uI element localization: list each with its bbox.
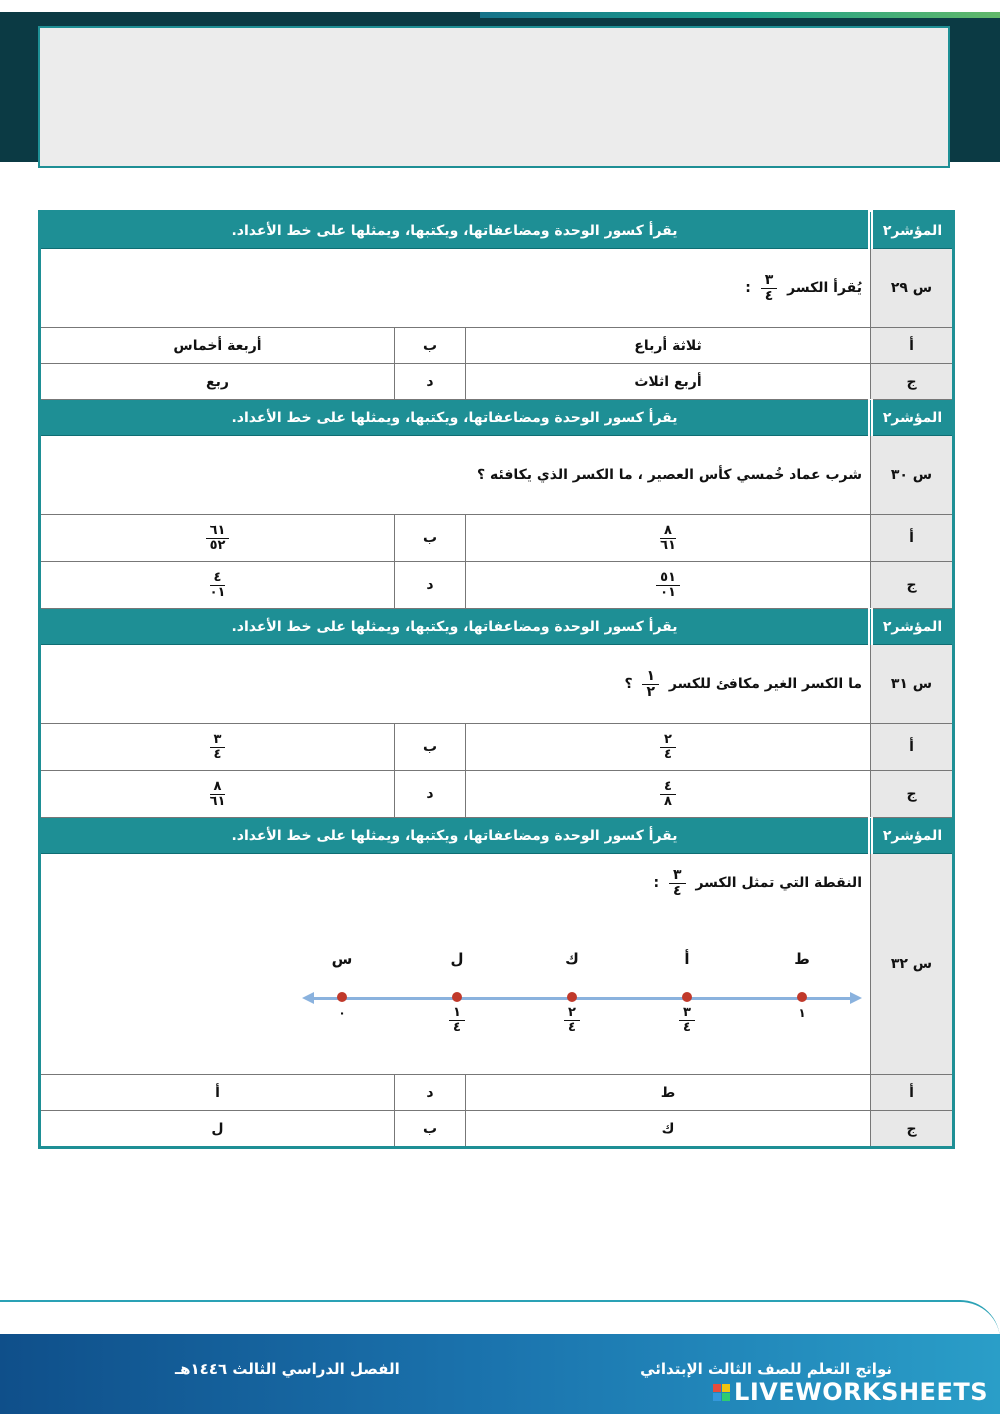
prompt-text: النقطة التي تمثل الكسر: [695, 875, 862, 892]
question-number: س ٢٩: [871, 249, 954, 328]
choice-answer[interactable]: أ: [40, 1075, 395, 1111]
fraction-denominator: ٤: [673, 882, 682, 899]
choice-answer[interactable]: [466, 771, 871, 818]
fraction-numerator: ١: [642, 669, 659, 685]
fraction-numerator: ٢: [660, 733, 676, 748]
number-line-point[interactable]: [567, 992, 577, 1002]
choice-letter: ج: [871, 1111, 954, 1148]
choice-row: [40, 515, 954, 562]
tick-label: [677, 1006, 697, 1034]
fraction-numerator: ٤: [660, 780, 676, 795]
choice-answer[interactable]: ل: [40, 1111, 395, 1148]
indicator-text: يقرأ كسور الوحدة ومضاعفاتها، ويكتبها، ويمثلها على خط الأعداد.: [40, 818, 871, 854]
fraction-denominator: ٢: [646, 683, 656, 700]
question-row-31: [40, 645, 954, 724]
answer-fraction: [206, 524, 230, 552]
brand-name: LIVEWORKSHEETS: [734, 1378, 988, 1406]
answer-fraction: [660, 733, 676, 761]
prompt-suffix: :: [653, 875, 660, 892]
answer-fraction: [210, 780, 226, 808]
prompt-suffix: :: [745, 280, 751, 296]
question-row-32: [40, 854, 954, 1075]
prompt-text: ما الكسر الغير مكافئ للكسر: [668, 676, 862, 692]
indicator-text: يقرأ كسور الوحدة ومضاعفاتها، ويكتبها، ويمثلها على خط الأعداد.: [40, 212, 871, 249]
indicator-label: المؤشر٢: [871, 609, 954, 645]
number-line-point[interactable]: [452, 992, 462, 1002]
fraction-numerator: ٣: [679, 1006, 695, 1021]
prompt-fraction: [761, 273, 778, 303]
prompt-text: يُقرأ الكسر: [787, 280, 862, 296]
arrow-left-icon: [302, 992, 314, 1004]
brand-logo: [713, 1378, 988, 1406]
fraction-denominator: ٤: [683, 1020, 691, 1036]
choice-row: [40, 771, 954, 818]
choice-row: [40, 364, 954, 400]
indicator-row: [40, 818, 954, 854]
fraction-numerator: ٤: [210, 571, 226, 586]
indicator-row: [40, 212, 954, 249]
arrow-right-icon: [850, 992, 862, 1004]
tick-label: ١: [798, 1006, 806, 1021]
fraction-denominator: ٤: [664, 746, 672, 762]
fraction-numerator: ١: [449, 1006, 465, 1021]
choice-row: [40, 1111, 954, 1148]
fraction-denominator: ٤: [568, 1020, 576, 1036]
choice-row: [40, 1075, 954, 1111]
choice-letter: د: [395, 364, 466, 400]
footer-semester: الفصل الدراسي الثالث ١٤٤٦هـ: [175, 1360, 400, 1378]
question-row-29: [40, 249, 954, 328]
number-line: [302, 948, 862, 1058]
footer-title: نواتج التعلم للصف الثالث الإبتدائي: [640, 1360, 892, 1378]
choice-answer[interactable]: ط: [466, 1075, 871, 1111]
choice-letter: د: [395, 771, 466, 818]
fraction-denominator: ٤: [764, 287, 774, 304]
choice-answer[interactable]: [40, 515, 395, 562]
number-line-point[interactable]: [797, 992, 807, 1002]
tick-fraction: [564, 1006, 580, 1034]
answer-fraction: [660, 524, 676, 552]
fraction-numerator: ٢: [564, 1006, 580, 1021]
indicator-label: المؤشر٢: [871, 818, 954, 854]
question-prompt: شرب عماد خُمسي كأس العصير ، ما الكسر الذي يكافئه ؟: [40, 436, 871, 515]
choice-answer[interactable]: [466, 562, 871, 609]
fraction-numerator: ٨: [210, 780, 226, 795]
fraction-denominator: ٤: [213, 746, 222, 762]
fraction-denominator: ٠١: [660, 584, 676, 600]
prompt-line: [47, 868, 862, 898]
question-prompt: [40, 249, 871, 328]
point-label: ط: [794, 950, 810, 969]
answer-fraction: [210, 571, 226, 599]
fraction-numerator: ٣: [669, 868, 686, 884]
choice-letter: ج: [871, 771, 954, 818]
fraction-denominator: ٥٢: [209, 537, 226, 553]
choice-letter: ب: [395, 328, 466, 364]
prompt-fraction: [642, 669, 659, 699]
fraction-numerator: ٦١: [206, 524, 230, 539]
answer-fraction: [656, 571, 680, 599]
choice-answer[interactable]: [40, 724, 395, 771]
point-label: ل: [450, 950, 464, 969]
question-prompt: [40, 645, 871, 724]
header-accent-stripe: [480, 12, 1000, 18]
fraction-denominator: ٦١: [660, 537, 676, 553]
choice-letter: ب: [395, 1111, 466, 1148]
question-prompt: [40, 854, 871, 1075]
choice-answer[interactable]: أربع اثلاث: [466, 364, 871, 400]
choice-row: [40, 724, 954, 771]
worksheet-table: [38, 210, 955, 1149]
tick-label: ٠: [338, 1006, 346, 1021]
fraction-denominator: ٨: [664, 793, 672, 809]
prompt-fraction: [669, 868, 686, 898]
choice-answer[interactable]: [40, 771, 395, 818]
header-band: [0, 12, 1000, 162]
choice-answer[interactable]: ك: [466, 1111, 871, 1148]
point-label: أ: [684, 950, 690, 969]
tick-fraction: [449, 1006, 465, 1034]
indicator-label: المؤشر٢: [871, 212, 954, 249]
fraction-numerator: ٣: [210, 733, 226, 748]
tick-label: [562, 1006, 582, 1034]
question-number: س ٣١: [871, 645, 954, 724]
choice-letter: أ: [871, 1075, 954, 1111]
indicator-row: [40, 400, 954, 436]
number-line-axis: [310, 997, 854, 1000]
choice-letter: د: [395, 562, 466, 609]
choice-letter: ب: [395, 515, 466, 562]
choice-letter: د: [395, 1075, 466, 1111]
question-row-30: [40, 436, 954, 515]
choice-answer[interactable]: أربعة أخماس: [40, 328, 395, 364]
fraction-numerator: ٣: [761, 273, 778, 289]
choice-letter: أ: [871, 328, 954, 364]
brand-grid-icon: [713, 1384, 730, 1401]
indicator-text: يقرأ كسور الوحدة ومضاعفاتها، ويكتبها، ويمثلها على خط الأعداد.: [40, 400, 871, 436]
fraction-numerator: ٥١: [656, 571, 680, 586]
prompt-suffix: ؟: [624, 676, 633, 692]
choice-answer[interactable]: ربع: [40, 364, 395, 400]
choice-answer[interactable]: [466, 724, 871, 771]
choice-letter: أ: [871, 515, 954, 562]
choice-row: [40, 562, 954, 609]
tick-fraction: [679, 1006, 695, 1034]
choice-letter: ب: [395, 724, 466, 771]
choice-letter: ج: [871, 562, 954, 609]
choice-letter: أ: [871, 724, 954, 771]
question-number: س ٣٢: [871, 854, 954, 1075]
number-line-point[interactable]: [682, 992, 692, 1002]
choice-row: [40, 328, 954, 364]
fraction-denominator: ٤: [453, 1020, 461, 1036]
indicator-label: المؤشر٢: [871, 400, 954, 436]
point-label: س: [331, 950, 353, 969]
footer-band: [0, 1334, 1000, 1414]
number-line-point[interactable]: [337, 992, 347, 1002]
choice-answer[interactable]: [40, 562, 395, 609]
fraction-denominator: ٠١: [209, 584, 226, 600]
choice-letter: ج: [871, 364, 954, 400]
fraction-numerator: ٨: [660, 524, 676, 539]
header-title-box: [38, 26, 950, 168]
indicator-text: يقرأ كسور الوحدة ومضاعفاتها، ويكتبها، ويمثلها على خط الأعداد.: [40, 609, 871, 645]
point-label: ك: [565, 950, 579, 969]
fraction-denominator: ٦١: [209, 793, 226, 809]
indicator-row: [40, 609, 954, 645]
question-number: س ٣٠: [871, 436, 954, 515]
answer-fraction: [660, 780, 676, 808]
choice-answer[interactable]: ثلاثة أرباع: [466, 328, 871, 364]
tick-label: [447, 1006, 467, 1034]
choice-answer[interactable]: [466, 515, 871, 562]
answer-fraction: [210, 733, 226, 761]
